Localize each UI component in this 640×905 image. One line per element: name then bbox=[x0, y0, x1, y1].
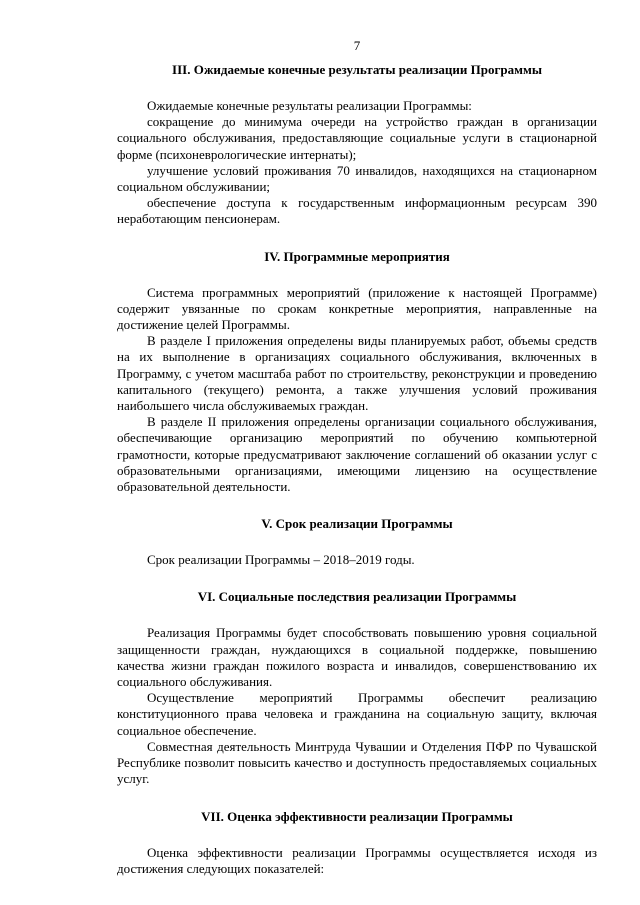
section-3-paragraph-4: обеспечение доступа к государственным информационным ресурсам 390 неработающим пенсионерам. bbox=[117, 195, 597, 227]
section-4-heading: IV. Программные мероприятия bbox=[264, 248, 450, 264]
section-7-paragraph-1: Оценка эффективности реализации Программы осуществляется исходя из достижения следующих показателей: bbox=[117, 844, 597, 876]
document-page bbox=[117, 38, 597, 877]
section-4-paragraph-3: В разделе II приложения определены организации социального обслуживания, обеспечивающие организацию мероприятий по обучению компьютерной грамотности, которые предусматривают заключение соглашений об оказании услуг с образовательными организациями, имеющими лицензию на осуществление образовательной деятельности. bbox=[117, 414, 597, 495]
section-5-paragraph-1: Срок реализации Программы – 2018–2019 годы. bbox=[147, 552, 415, 568]
section-5-heading: V. Срок реализации Программы bbox=[261, 516, 453, 532]
section-6-paragraph-1: Реализация Программы будет способствовать повышению уровня социальной защищенности граждан, нуждающихся в социальной поддержке, повышению качества жизни граждан пожилого возраста и инвалидов, совершенствованию их социального обслуживания. bbox=[117, 625, 597, 690]
section-3-heading: III. Ожидаемые конечные результаты реализации Программы bbox=[172, 62, 542, 77]
section-6-paragraph-2: Осуществление мероприятий Программы обеспечит реализацию конституционного права человека и гражданина на социальную защиту, включая социальное обеспечение. bbox=[117, 690, 597, 738]
section-3-paragraph-2: сокращение до минимума очереди на устройство граждан в организации социального обслуживания, предоставляющие социальные услуги в стационарной форме (психоневрологические интернаты); bbox=[117, 114, 597, 162]
section-7-heading: VII. Оценка эффективности реализации Программы bbox=[201, 808, 513, 824]
section-6-heading: VI. Социальные последствия реализации Программы bbox=[197, 589, 517, 605]
section-3-paragraph-3: улучшение условий проживания 70 инвалидов, находящихся на стационарном социальном обслуживании; bbox=[117, 162, 597, 195]
section-4-paragraph-1: Система программных мероприятий (приложение к настоящей Программе) содержит увязанные по срокам конкретные мероприятия, направленные на достижение целей Программы. bbox=[117, 284, 597, 333]
section-3-paragraph-1: Ожидаемые конечные результаты реализации Программы: bbox=[147, 98, 472, 113]
page-number: 7 bbox=[353, 38, 361, 53]
section-6-paragraph-3: Совместная деятельность Минтруда Чувашии и Отделения ПФР по Чувашской Республике позволит повысить качество и доступность предоставляемых социальных услуг. bbox=[117, 738, 597, 787]
section-4-paragraph-2: В разделе I приложения определены виды планируемых работ, объемы средств на их выполнение в организациях социального обслуживания, включенных в Программу, с учетом масштаба работ по строительству, реконструкции и проведению капитального (текущего) ремонта, а также улучшения условий проживания наибольшего числа обслуживаемых граждан. bbox=[117, 333, 597, 414]
